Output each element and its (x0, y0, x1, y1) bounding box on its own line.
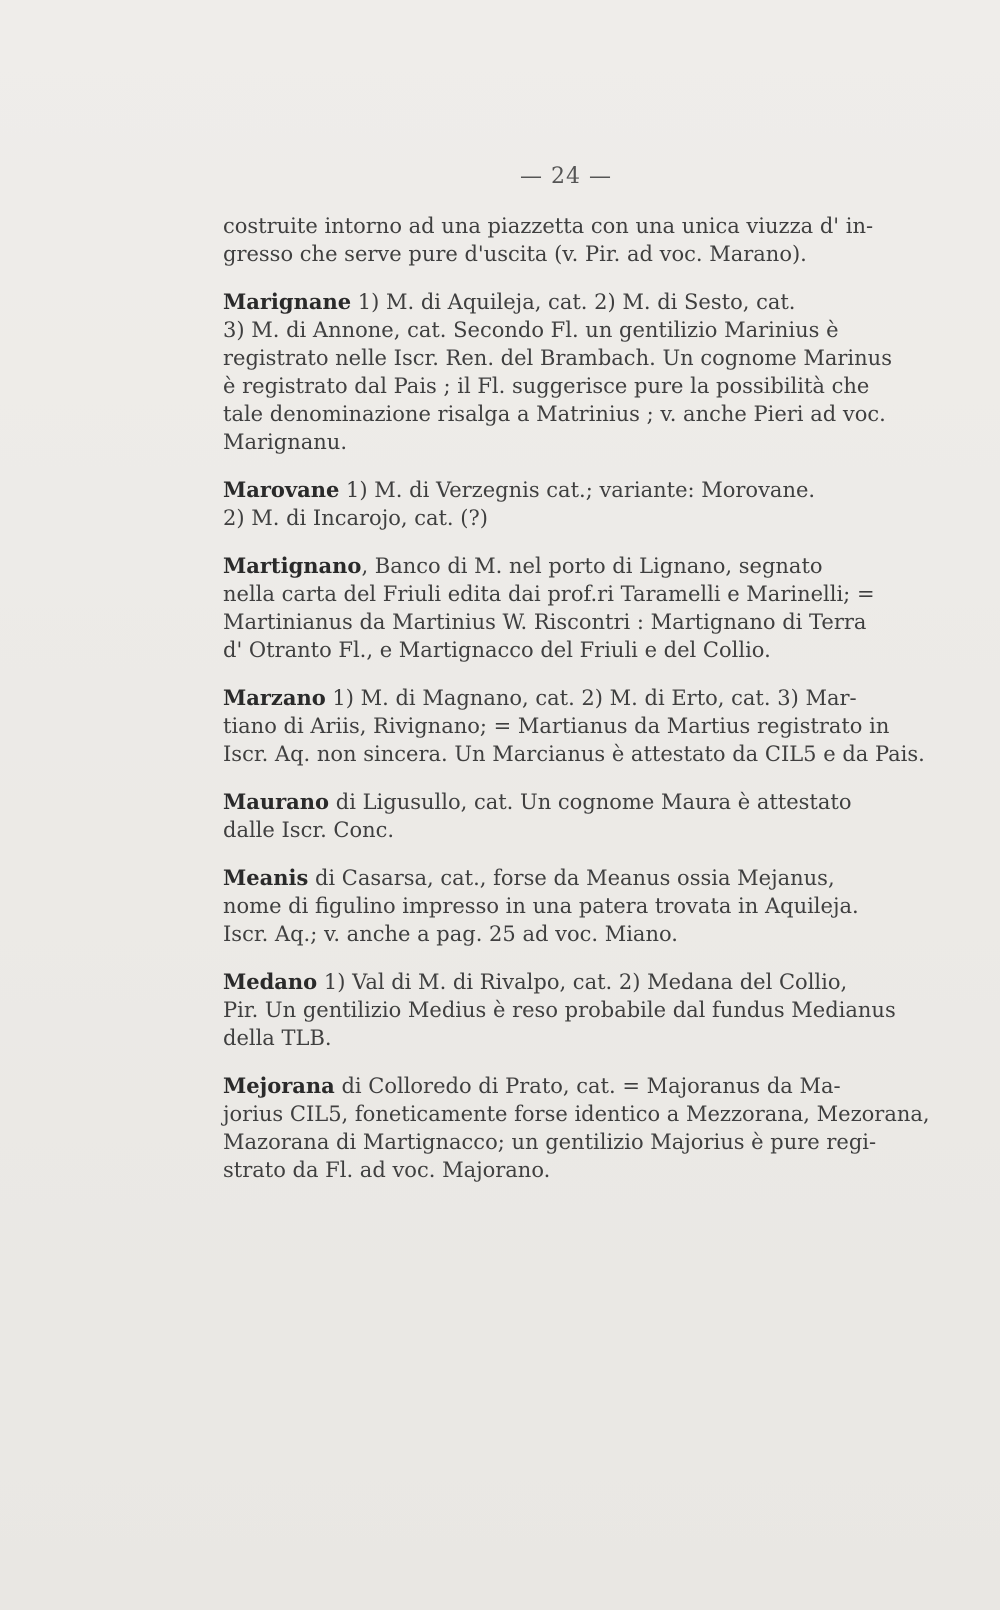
entry-maurano (223, 788, 923, 844)
text-line (223, 864, 923, 892)
text-line: Iscr. Aq.; v. anche a pag. 25 ad voc. Miano. (223, 922, 678, 946)
page-number: — 24 — (520, 164, 612, 189)
text-line-rest: , Banco di M. nel porto di Lignano, segnato (361, 554, 823, 578)
text-line: jorius CIL5, foneticamente forse identico a Mezzorana, Mezorana, (223, 1102, 930, 1126)
text-line: è registrato dal Pais ; il Fl. suggerisce pure la possibilità che (223, 374, 870, 398)
text-line: d' Otranto Fl., e Martignacco del Friuli e del Collio. (223, 638, 771, 662)
entry-meanis (223, 864, 923, 948)
entry-martignano (223, 552, 923, 664)
entry-headword: Marzano (223, 685, 326, 710)
text-line: nella carta del Friuli edita dai prof.ri Taramelli e Marinelli; = (223, 582, 875, 606)
text-line: Marignanu. (223, 430, 347, 454)
text-line-rest: 1) Val di M. di Rivalpo, cat. 2) Medana del Collio, (317, 970, 848, 994)
entry-headword: Martignano (223, 553, 362, 578)
text-line: Martinianus da Martinius W. Riscontri : Martignano di Terra (223, 610, 867, 634)
entry-headword: Marignane (223, 289, 352, 314)
entry-headword: Medano (223, 969, 318, 994)
text-line: Iscr. Aq. non sincera. Un Marcianus è attestato da CIL5 e da Pais. (223, 742, 925, 766)
text-line-rest: 1) M. di Aquileja, cat. 2) M. di Sesto, cat. (351, 290, 796, 314)
text-line: dalle Iscr. Conc. (223, 818, 395, 842)
entry-marignane (223, 288, 923, 456)
entry-headword: Maurano (223, 789, 330, 814)
paragraph-intro (223, 212, 923, 268)
text-line: 2) M. di Incarojo, cat. (?) (223, 506, 488, 530)
text-line-rest: di Ligusullo, cat. Un cognome Maura è attestato (329, 790, 852, 814)
text-line (223, 684, 923, 712)
text-line (223, 552, 923, 580)
entry-headword: Meanis (223, 865, 309, 890)
text-line: costruite intorno ad una piazzetta con una unica viuzza d' in- (223, 214, 874, 238)
text-line-rest: di Casarsa, cat., forse da Meanus ossia Mejanus, (308, 866, 835, 890)
text-line: nome di figulino impresso in una patera trovata in Aquileja. (223, 894, 859, 918)
text-line: gresso che serve pure d'uscita (v. Pir. ad voc. Marano). (223, 242, 807, 266)
text-line-rest: 1) M. di Verzegnis cat.; variante: Morovane. (339, 478, 816, 502)
text-line: strato da Fl. ad voc. Majorano. (223, 1158, 551, 1182)
text-line: tale denominazione risalga a Matrinius ; v. anche Pieri ad voc. (223, 402, 886, 426)
text-line (223, 1072, 923, 1100)
text-line: Mazorana di Martignacco; un gentilizio Majorius è pure regi- (223, 1130, 877, 1154)
entry-marzano (223, 684, 923, 768)
entry-medano (223, 968, 923, 1052)
text-line (223, 476, 923, 504)
text-line: della TLB. (223, 1026, 332, 1050)
text-line-rest: di Colloredo di Prato, cat. = Majoranus da Ma- (334, 1074, 841, 1098)
text-line: registrato nelle Iscr. Ren. del Brambach. Un cognome Marinus (223, 346, 892, 370)
text-line: 3) M. di Annone, cat. Secondo Fl. un gentilizio Marinius è (223, 318, 839, 342)
entry-marovane (223, 476, 923, 532)
entry-mejorana (223, 1072, 930, 1184)
text-line (223, 788, 923, 816)
text-line-rest: 1) M. di Magnano, cat. 2) M. di Erto, cat. 3) Mar- (325, 686, 857, 710)
text-line (223, 968, 923, 996)
entry-headword: Mejorana (223, 1073, 335, 1098)
text-body (223, 212, 930, 1204)
text-line: Pir. Un gentilizio Medius è reso probabile dal fundus Medianus (223, 998, 896, 1022)
text-line: tiano di Ariis, Rivignano; = Martianus da Martius registrato in (223, 714, 890, 738)
text-line (223, 288, 923, 316)
entry-headword: Marovane (223, 477, 340, 502)
